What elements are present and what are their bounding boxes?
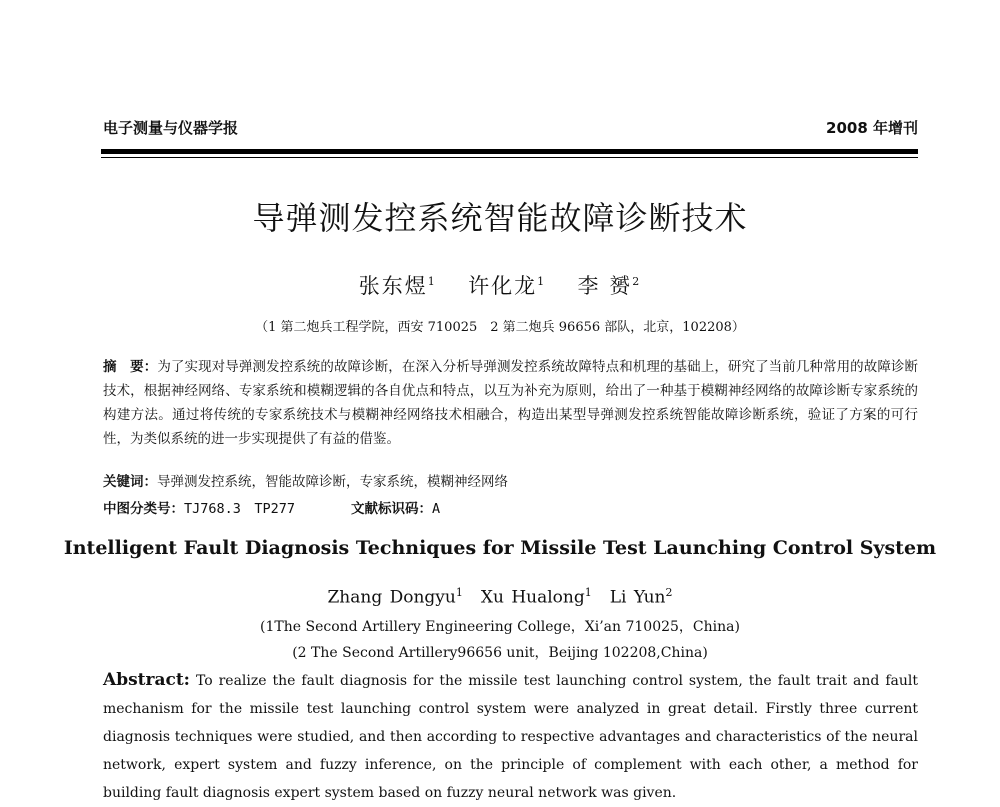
keywords-zh <box>103 470 508 490</box>
authors-en <box>0 586 1000 608</box>
authors-zh <box>0 270 1000 300</box>
issue-label: 2008 年增刊 <box>826 119 918 137</box>
doc-code-value: A <box>432 501 441 517</box>
author-affil-sup: 2 <box>632 275 642 288</box>
abstract-en-text: To realize the fault diagnosis for the missile test launching control system, the fault trait and fault mechanism for the missile test launching control system were analyzed in great detail. Firstly three current diagnosis techniques were studied, and then according to respective advantages and characteristics of the neural network, expert system and fuzzy inference, on the principle of complement with each other, a method for building fault diagnosis expert system based on fuzzy neural network was given. <box>103 673 919 801</box>
author-name: 李 赟 <box>577 274 633 298</box>
header-rule-thick <box>101 149 918 154</box>
abstract-zh-text: 为了实现对导弹测发控系统的故障诊断，在深入分析导弹测发控系统故障特点和机理的基础上，研究了当前几种常用的故障诊断技术，根据神经网络、专家系统和模糊逻辑的各自优点和特点，以互为补充为原则，给出了一种基于模糊神经网络的故障诊断专家系统的构建方法。通过将传统的专家系统技术与模糊神经网络技术相融合，构造出某型导弹测发控系统智能故障诊断系统，验证了方案的可行性，为类似系统的进一步实现提供了有益的借鉴。 <box>103 359 919 447</box>
author-affil-sup: 2 <box>665 586 673 599</box>
author-affil-sup: 1 <box>427 275 437 288</box>
doc-code-label: 文献标识码： <box>351 501 433 517</box>
abstract-zh <box>103 355 918 451</box>
author-name: 张东煜 <box>358 274 428 298</box>
author-name: Li Yun <box>609 587 666 608</box>
abstract-en-label: Abstract: <box>103 670 190 690</box>
keywords-zh-label: 关键词： <box>103 474 157 490</box>
clc-value: TJ768.3 TP277 <box>184 501 296 517</box>
classification-line <box>103 497 440 517</box>
paper-title-en: Intelligent Fault Diagnosis Techniques for Missile Test Launching Control System <box>63 537 937 559</box>
affiliation-zh: （1 第二炮兵工程学院，西安 710025 2 第二炮兵 96656 部队，北京，102208） <box>255 320 745 335</box>
author-name: Zhang Dongyu <box>327 587 456 608</box>
paper-title-zh: 导弹测发控系统智能故障诊断技术 <box>252 199 748 237</box>
affiliation-en-1: (1The Second Artillery Engineering College，Xi’an 710025，China) <box>260 619 740 635</box>
journal-name: 电子测量与仪器学报 <box>103 119 239 137</box>
abstract-zh-label: 摘 要： <box>103 359 158 375</box>
header-rule-thin <box>101 157 918 158</box>
abstract-en <box>103 666 918 807</box>
keywords-zh-text: 导弹测发控系统，智能故障诊断，专家系统，模糊神经网络 <box>157 474 508 490</box>
author-name: Xu Hualong <box>480 587 585 608</box>
author-affil-sup: 1 <box>455 586 463 599</box>
clc-label: 中图分类号： <box>103 501 184 517</box>
author-name: 许化龙 <box>468 274 538 298</box>
author-affil-sup: 1 <box>584 586 592 599</box>
author-affil-sup: 1 <box>537 275 547 288</box>
affiliation-en-2: (2 The Second Artillery96656 unit，Beijing 102208,China) <box>292 645 708 661</box>
